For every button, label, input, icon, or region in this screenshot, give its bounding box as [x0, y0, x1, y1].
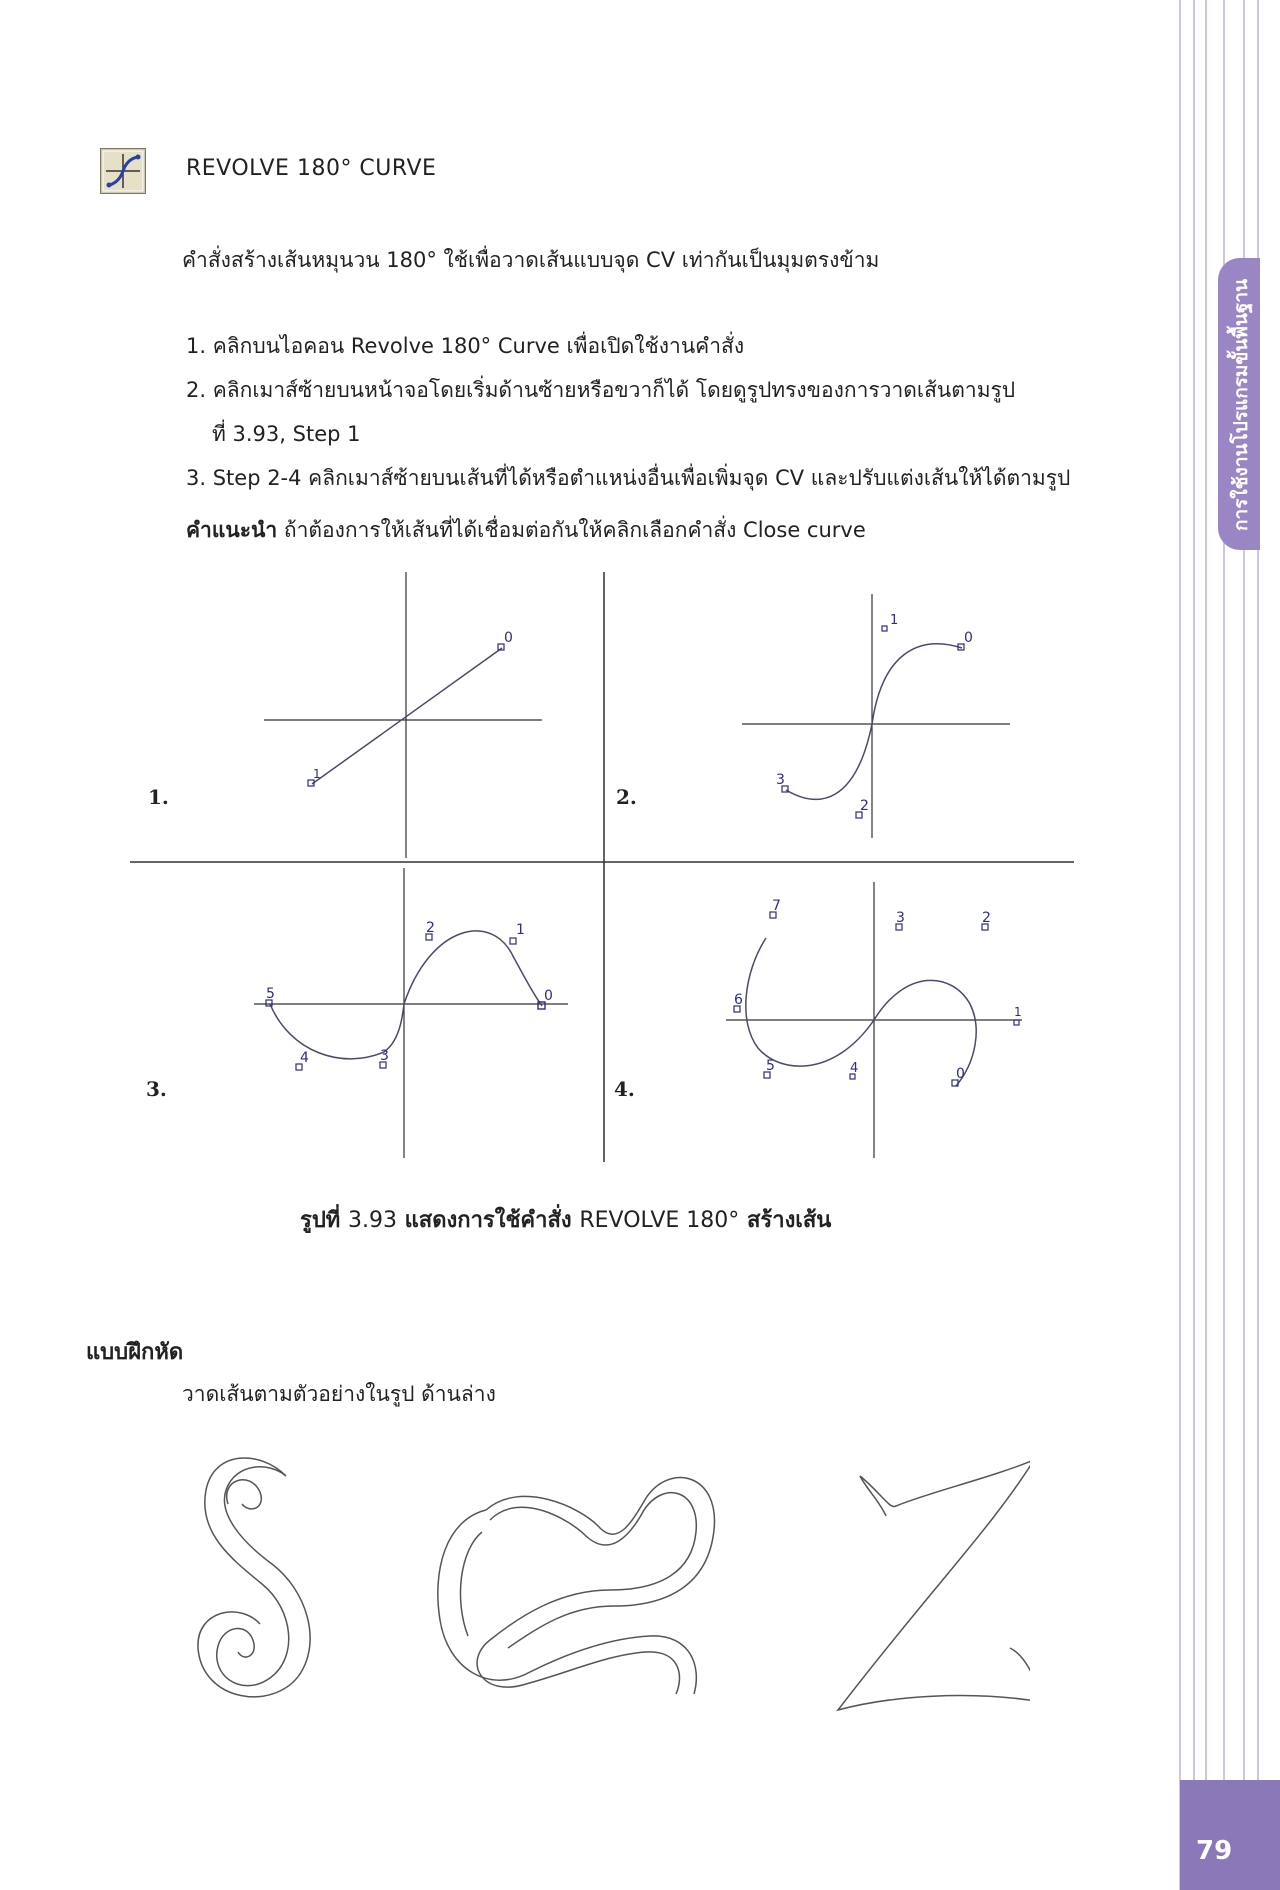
section-heading: REVOLVE 180° CURVE — [186, 156, 437, 181]
advice-text: ถ้าต้องการให้เส้นที่ได้เชื่อมต่อกันให้คลิกเลือกคำสั่ง Close curve — [283, 518, 866, 542]
p2-cv-mark-0: 0 — [964, 630, 973, 646]
chapter-side-tab-label: การใช้งานโปรแกรมขั้นพื้นฐาน — [1230, 278, 1252, 532]
p3-cv-mark-2: 2 — [426, 920, 435, 936]
step-3: 3. Step 2-4 คลิกเมาส์ซ้ายบนเส้นที่ได้หรือตำแหน่งอื่นเพื่อเพิ่มจุด CV และปรับแต่งเส้นให้ได้ตามรูป — [186, 466, 1071, 490]
panel-4 — [614, 882, 1022, 1158]
caption-prefix: รูปที่ — [300, 1208, 341, 1233]
p4-cv-mark-4: 4 — [850, 1061, 859, 1076]
revolve-curve-tool-icon — [100, 148, 146, 194]
p1-cv-mark-0: 0 — [504, 630, 513, 646]
caption-number: 3.93 — [347, 1208, 397, 1233]
p2-cv-mark-1: 1 — [890, 613, 899, 628]
p4-cv-mark-2: 2 — [982, 910, 991, 926]
exercise-shapes — [190, 1440, 1030, 1720]
page-number-box — [1180, 1780, 1280, 1890]
p4-cv-mark-5: 5 — [766, 1058, 775, 1074]
p4-cv-mark-7: 7 — [772, 898, 781, 914]
page-number: 79 — [1196, 1836, 1233, 1866]
p1-cv-mark-1: 1 — [313, 767, 321, 781]
caption-suffix: สร้างเส้น — [746, 1208, 832, 1233]
advice-label: คำแนะนำ — [186, 518, 278, 542]
p3-cv-mark-4: 4 — [300, 1050, 309, 1066]
p3-cv-mark-5: 5 — [266, 986, 275, 1002]
p3-cv-mark-0: 0 — [544, 988, 553, 1004]
exercise-double-loop — [438, 1478, 715, 1694]
panel-3 — [146, 868, 568, 1158]
figure-revolve-steps — [130, 572, 1080, 1162]
p4-cv-mark-3: 3 — [896, 910, 905, 926]
p2-cv-mark-2: 2 — [860, 798, 869, 814]
exercise-instructions: วาดเส้นตามตัวอย่างในรูป ด้านล่าง — [182, 1382, 496, 1406]
panel-1-label: 1. — [148, 785, 169, 809]
caption-command: REVOLVE 180° — [579, 1208, 740, 1233]
exercise-spiral-s — [198, 1458, 310, 1697]
panel-2 — [616, 594, 1010, 838]
p3-cv-mark-3: 3 — [380, 1048, 389, 1064]
intro-paragraph: คำสั่งสร้างเส้นหมุนวน 180° ใช้เพื่อวาดเส้นแบบจุด CV เท่ากันเป็นมุมตรงข้าม — [182, 248, 880, 272]
step-2: 2. คลิกเมาส์ซ้ายบนหน้าจอโดยเริ่มด้านซ้ายหรือขวาก็ได้ โดยดูรูปทรงของการวาดเส้นตามรูป — [186, 378, 1016, 402]
panel-1 — [148, 572, 542, 858]
step-1: 1. คลิกบนไอคอน Revolve 180° Curve เพื่อเปิดใช้งานคำสั่ง — [186, 334, 745, 358]
exercise-title: แบบฝึกหัด — [86, 1340, 184, 1365]
p4-cv-mark-0: 0 — [956, 1066, 965, 1082]
panel-3-label: 3. — [146, 1077, 167, 1101]
p4-cv-mark-1: 1 — [1014, 1005, 1022, 1019]
step-2-continued: ที่ 3.93, Step 1 — [212, 422, 361, 446]
panel-4-label: 4. — [614, 1077, 635, 1101]
p3-cv-mark-1: 1 — [516, 922, 525, 938]
advice-note — [186, 514, 866, 547]
p4-cv-mark-6: 6 — [734, 992, 743, 1008]
panel-2-label: 2. — [616, 785, 637, 809]
figure-caption — [300, 1202, 831, 1237]
exercise-z-shape — [838, 1460, 1030, 1710]
p2-cv-mark-3: 3 — [776, 772, 785, 788]
caption-mid: แสดงการใช้คำสั่ง — [404, 1208, 572, 1233]
